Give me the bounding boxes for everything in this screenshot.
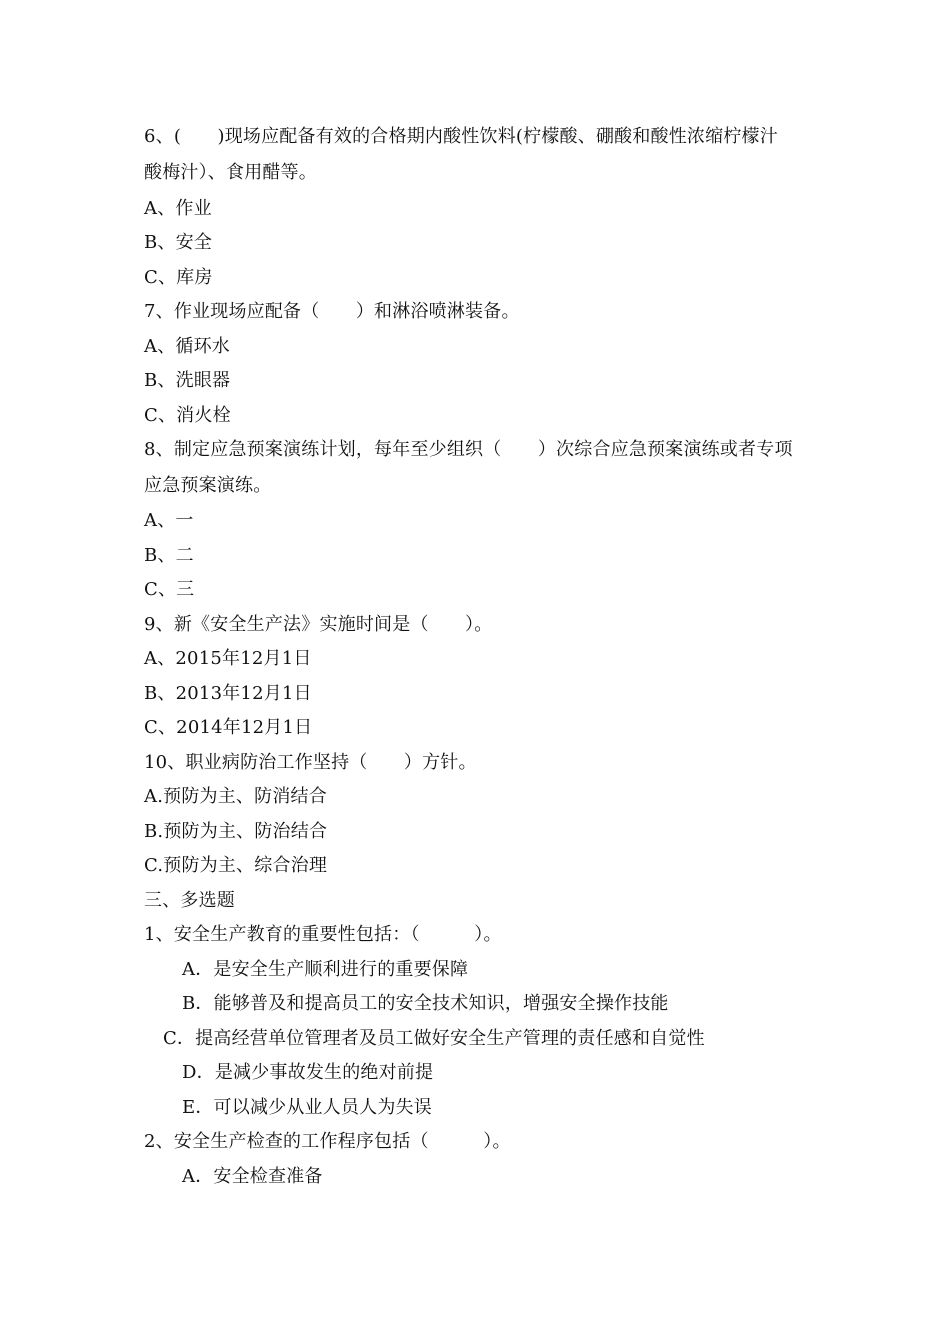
option-7c: C、消火栓 — [144, 405, 231, 426]
option-8c: C、三 — [144, 579, 195, 600]
question-9: 9、新《安全生产法》实施时间是（ ）。 — [144, 614, 493, 635]
option-9c: C、2014年12月1日 — [144, 717, 313, 738]
section-heading-multiple-choice: 三、多选题 — [144, 890, 235, 911]
question-6-line-2: 酸梅汁）、食用醋等。 — [144, 162, 317, 183]
question-7: 7、作业现场应配备（ ）和淋浴喷淋装备。 — [144, 301, 520, 322]
multi-question-2: 2、安全生产检查的工作程序包括（ ）。 — [144, 1131, 511, 1152]
option-10b: B.预防为主、防治结合 — [144, 821, 328, 842]
question-8-line-1: 8、制定应急预案演练计划，每年至少组织（ ）次综合应急预案演练或者专项 — [144, 439, 793, 460]
multi-option-1e: E．可以减少从业人员人为失误 — [182, 1097, 432, 1118]
multi-option-1b: B．能够普及和提高员工的安全技术知识，增强安全操作技能 — [182, 993, 669, 1014]
question-6-line-1: 6、( )现场应配备有效的合格期内酸性饮料(柠檬酸、硼酸和酸性浓缩柠檬汁 — [144, 126, 778, 147]
option-10a: A.预防为主、防消结合 — [144, 786, 327, 807]
multi-option-1d: D．是减少事故发生的绝对前提 — [182, 1062, 434, 1083]
option-10c: C.预防为主、综合治理 — [144, 855, 328, 876]
question-10: 10、职业病防治工作坚持（ ）方针。 — [144, 752, 477, 773]
multi-option-2a: A．安全检查准备 — [182, 1166, 323, 1187]
option-6c: C、库房 — [144, 267, 213, 288]
question-8-line-2: 应急预案演练。 — [144, 475, 272, 496]
option-9a: A、2015年12月1日 — [144, 648, 312, 669]
multi-option-1a: A．是安全生产顺利进行的重要保障 — [182, 959, 469, 980]
multi-option-1c: C．提高经营单位管理者及员工做好安全生产管理的责任感和自觉性 — [163, 1028, 705, 1049]
multi-question-1: 1、安全生产教育的重要性包括：（ ）。 — [144, 924, 502, 945]
option-6a: A、作业 — [144, 198, 212, 219]
option-9b: B、2013年12月1日 — [144, 683, 312, 704]
option-7a: A、循环水 — [144, 336, 230, 357]
option-8b: B、二 — [144, 545, 194, 566]
option-7b: B、洗眼器 — [144, 370, 231, 391]
option-6b: B、安全 — [144, 232, 213, 253]
option-8a: A、一 — [144, 510, 194, 531]
